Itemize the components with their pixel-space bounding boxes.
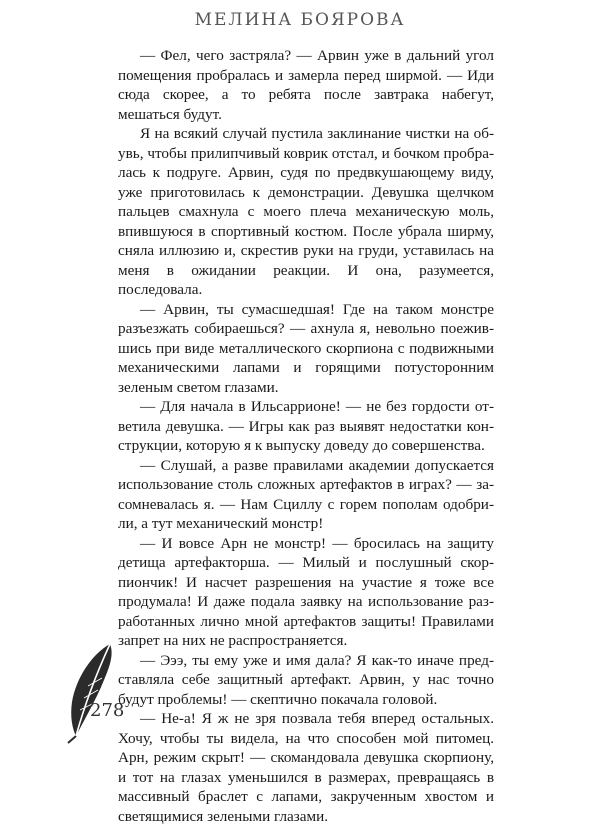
paragraph: — И вовсе Арн не монстр! — бросилась на защиту детища артефакторша. — Милый и послушный скорпиончик! И насчет разрешения на участие я тоже все продумала! И даже подала заявку на использование разработанных лично мной артефактов защиты! Правилами запрет на них не распространяется.	[118, 534, 494, 649]
paragraph: — Слушай, а разве правилами академии допускается использование столь сложных артефактов в играх? — засомневалась я. — Нам Сциллу с горем пополам одобрили, а тут механический монстр!	[118, 456, 494, 532]
paragraph: — Эээ, ты ему уже и имя дала? Я как-то иначе представляла себе защитный артефакт. Арвин, у нас точно будут проблемы! — скептично покачала головой.	[118, 651, 494, 708]
body-text	[118, 46, 494, 826]
running-header-author: МЕЛИНА БОЯРОВА	[194, 10, 406, 30]
paragraph: — Фел, чего застряла? — Арвин уже в дальний угол помещения пробралась и замерла перед ширмой. — Иди сюда скорее, а то ребята после завтрака набегут, мешаться будут.	[118, 47, 494, 123]
paragraph: — Не-а! Я ж не зря позвала тебя вперед остальных. Хочу, чтобы ты видела, на что способен мой питомец. Арн, режим скрыт! — скомандовала девушка скорпиону, и тот на глазах уменьшился в размерах, превращаясь в массивный браслет с лапами, закрученным хвостом и светящимися зелеными глазами.	[118, 710, 494, 825]
paragraph: — Арвин, ты сумасшедшая! Где на таком монстре разъезжать собираешься? — ахнула я, невольно поежившись при виде металлического скорпиона с подвижными механическими лапами и горящими потусторонним зеленым светом глазами.	[118, 300, 494, 396]
page-number: 278	[90, 700, 125, 721]
paragraph: — Для начала в Ильсаррионе! — не без гордости ответила девушка. — Игры как раз выявят недостатки конструкции, которую я к выпуску доведу до совершенства.	[118, 398, 494, 454]
paragraph: Я на всякий случай пустила заклинание чистки на обувь, чтобы прилипчивый коврик отстал, и бочком пробралась к подруге. Арвин, судя по предвкушающему виду, уже приготовилась к демонстрации. Девушка щелчком пальцев смахнула с моего плеча механическую моль, впившуюся в спортивный костюм. После убрала ширму, сняла иллюзию и, скрестив руки на груди, уставилась на меня в ожидании реакции. И она, разумеется, последовала.	[118, 125, 494, 298]
feather-icon	[62, 640, 125, 745]
